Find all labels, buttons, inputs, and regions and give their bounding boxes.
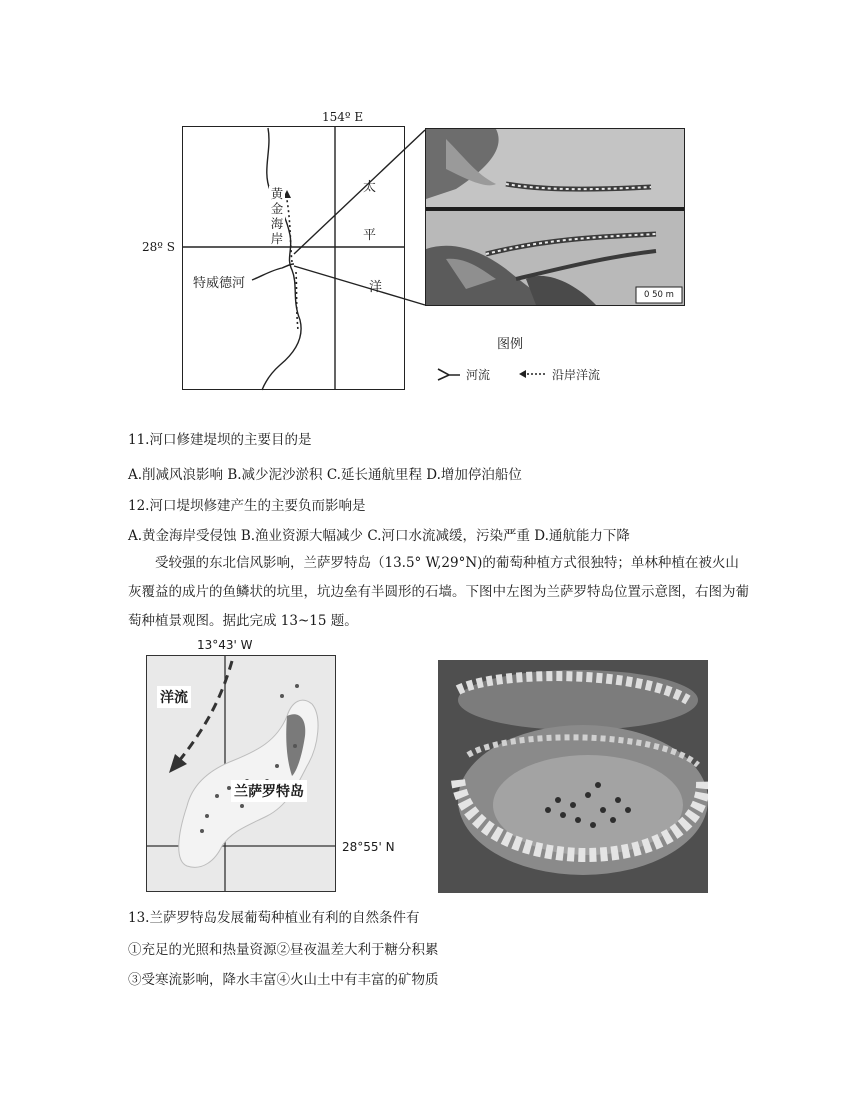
fig1-connector-upper — [294, 130, 425, 254]
fig2-photo-drawing — [438, 660, 708, 893]
fig1-scale-label: 0 50 m — [644, 290, 674, 300]
question-13-options-3-4: ③受寒流影响，降水丰富④火山土中有丰富的矿物质 — [128, 972, 439, 988]
fig1-latitude-label: 28º S — [142, 240, 175, 254]
fig2-island-label: 兰萨罗特岛 — [231, 780, 307, 802]
passage-text: 受较强的东北信风影响，兰萨罗特岛（13.5° W,29°N)的葡萄种植方式很独特；单林种植在被火山灰覆益的成片的鱼鳞状的坑里，坑边垒有半圆形的石墙。下图中左图为兰萨罗特岛位置示意图，右图为葡萄种植景观图。据此完成 13~15 题。 — [128, 555, 749, 629]
figure1 — [0, 0, 860, 400]
fig1-river — [252, 264, 294, 280]
fig1-ocean-char-1: 太 — [363, 180, 377, 195]
fig2-vineyard-photo — [438, 660, 708, 893]
fig2-current-arrow — [179, 661, 232, 761]
fig1-legend-river-icon — [436, 366, 462, 382]
fig1-photo-drawing — [426, 129, 684, 305]
fig1-coast-label — [269, 186, 285, 246]
fig1-river-label: 特威德河 — [193, 276, 246, 291]
fig1-coast-char-2: 金 — [270, 201, 284, 216]
fig2-latitude-label: 28°55' N — [342, 840, 395, 854]
fig1-aerial-photo — [425, 128, 685, 306]
fig1-coast-char-1: 黄 — [270, 186, 284, 201]
fig1-longitude-label: 154º E — [322, 110, 364, 124]
fig1-legend-current-label: 沿岸洋流 — [552, 368, 601, 382]
fig1-coast-char-3: 海 — [270, 216, 284, 231]
fig1-legend-river-label: 河流 — [466, 368, 491, 382]
fig2-location-map — [146, 655, 336, 892]
fig1-ocean-char-2: 平 — [363, 228, 377, 243]
fig1-ocean-char-3: 洋 — [369, 280, 383, 295]
question-11: 11.河口修建堤坝的主要目的是 — [128, 432, 312, 448]
fig2-longitude-label: 13°43' W — [197, 638, 253, 652]
question-13: 13.兰萨罗特岛发展葡萄种植业有利的自然条件有 — [128, 910, 420, 926]
question-13-options-1-2: ①充足的光照和热量资源②昼夜温差大利于糖分积累 — [128, 942, 439, 958]
fig1-connector-lower — [294, 266, 425, 305]
fig1-coastline — [262, 128, 301, 390]
question-11-options: A.削减风浪影响 B.减少泥沙淤积 C.延长通航里程 D.增加停泊船位 — [128, 467, 522, 483]
question-12-options: A.黄金海岸受侵蚀 B.渔业资源大幅减少 C.河口水流减缓，污染严重 D.通航能力下降 — [128, 528, 630, 544]
fig1-coast-char-4: 岸 — [270, 231, 284, 246]
question-12: 12.河口堤坝修建产生的主要负而影响是 — [128, 498, 366, 514]
fig2-current-label: 洋流 — [157, 686, 191, 708]
fig1-legend-current-icon — [518, 366, 548, 382]
fig1-legend-title: 图例 — [497, 337, 524, 352]
